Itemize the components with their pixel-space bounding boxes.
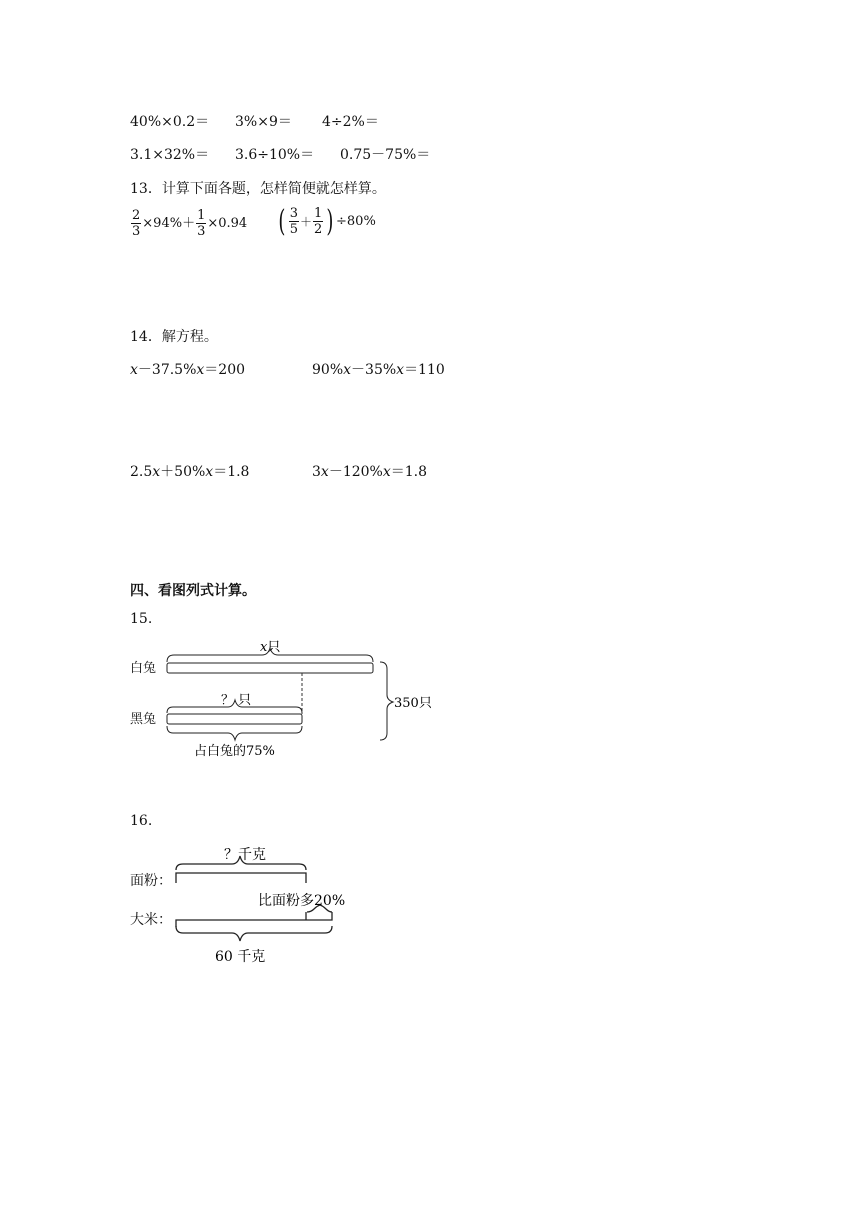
flour-top-brace xyxy=(176,856,306,870)
q12-row1-item3: 4÷2%＝ xyxy=(322,114,379,130)
q14-equation-2: 90%x－35%x＝110 xyxy=(312,362,445,378)
q12-row2-item2: 3.6÷10%＝ xyxy=(235,147,315,163)
fraction: $\frac{3}{5}$ xyxy=(289,206,298,237)
q14-equation-1: x－37.5%x＝200 xyxy=(130,362,246,378)
q13-expression-1: $\frac{2}{3}$ ×94%＋ $\frac{1}{3}$ ×0.94 xyxy=(132,208,248,239)
total-right-brace xyxy=(380,662,393,740)
q15-label-black-rabbit: 黑兔 xyxy=(130,712,157,727)
more-label: 比面粉多20% xyxy=(258,893,346,909)
fraction: $\frac{2}{3}$ xyxy=(132,208,141,239)
black-bottom-label: 占白兔的75% xyxy=(194,744,275,759)
q13-title: 13．计算下面各题，怎样简便就怎样算。 xyxy=(130,181,386,197)
q14-equation-3: 2.5x＋50%x＝1.8 xyxy=(130,464,250,480)
q16-label-flour: 面粉： xyxy=(130,873,172,889)
q16-label-rice: 大米： xyxy=(130,912,172,928)
white-rabbit-bar xyxy=(167,663,373,673)
white-top-label: x只 xyxy=(260,640,281,655)
q12-row2-item3: 0.75－75%＝ xyxy=(340,147,431,163)
q15-number: 15. xyxy=(130,611,153,627)
flour-top-label: ？千克 xyxy=(224,847,266,863)
left-paren: ( xyxy=(278,203,286,239)
rice-bottom-brace xyxy=(176,926,332,941)
fraction: $\frac{1}{2}$ xyxy=(314,206,323,237)
q12-row2-item1: 3.1×32%＝ xyxy=(130,147,210,163)
section-4-title: 四、看图列式计算。 xyxy=(130,583,256,599)
black-rabbit-bottom-brace xyxy=(167,726,302,740)
q12-row1-item2: 3%×9＝ xyxy=(235,114,292,130)
fraction: $\frac{1}{3}$ xyxy=(197,208,206,239)
q14-equation-4: 3x－120%x＝1.8 xyxy=(312,464,428,480)
right-paren: ) xyxy=(326,203,334,239)
white-rabbit-top-brace xyxy=(167,648,373,662)
q15-label-white-rabbit: 白兔 xyxy=(130,661,157,676)
q13-expression-2: ( $\frac{3}{5}$ ＋ $\frac{1}{2}$ ) ÷80% xyxy=(278,203,376,239)
flour-bar xyxy=(176,873,306,883)
total-label: 350只 xyxy=(394,696,432,711)
extra-brace xyxy=(307,905,332,912)
q14-title: 14．解方程。 xyxy=(130,329,218,345)
rice-bottom-label: 60 千克 xyxy=(215,949,266,965)
black-rabbit-bar xyxy=(167,714,302,724)
q16-number: 16. xyxy=(130,813,153,829)
rice-bar xyxy=(176,912,332,927)
black-rabbit-top-brace xyxy=(167,700,302,713)
black-top-label: ？ 只 xyxy=(221,693,252,708)
q12-row1-item1: 40%×0.2＝ xyxy=(130,114,210,130)
